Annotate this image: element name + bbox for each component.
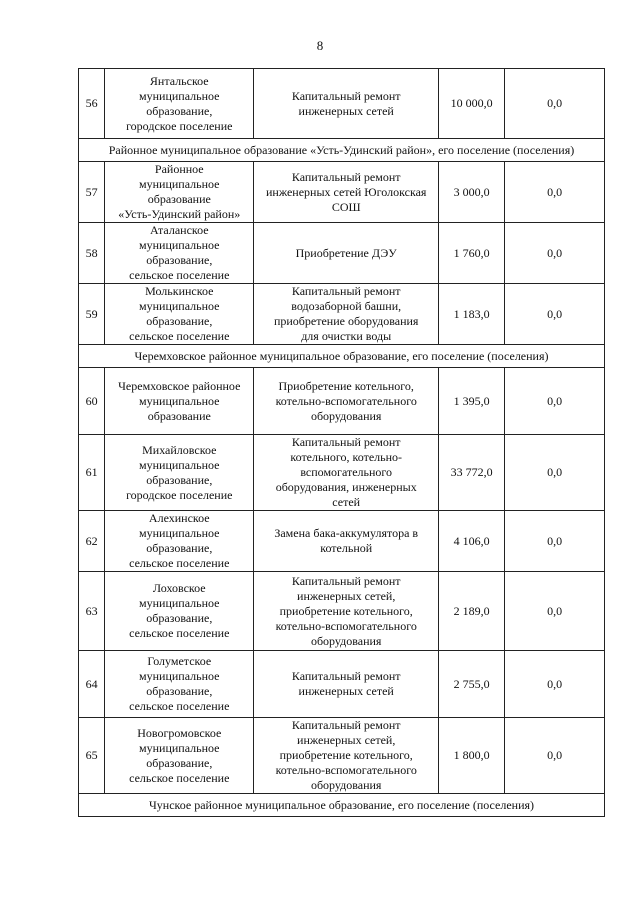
page-number: 8 bbox=[316, 38, 324, 53]
amount-2: 0,0 bbox=[505, 435, 605, 511]
amount-1: 10 000,0 bbox=[439, 69, 505, 139]
amount-1: 1 395,0 bbox=[439, 368, 505, 435]
row-number: 61 bbox=[79, 435, 105, 511]
section-row bbox=[79, 345, 605, 368]
table-row bbox=[79, 223, 605, 284]
section-row bbox=[79, 794, 605, 817]
municipality-name: Янтальское муниципальное образование, городское поселение bbox=[105, 69, 254, 139]
row-number: 59 bbox=[79, 284, 105, 345]
amount-2: 0,0 bbox=[505, 511, 605, 572]
row-number: 56 bbox=[79, 69, 105, 139]
row-number: 63 bbox=[79, 572, 105, 651]
work-description: Приобретение ДЭУ bbox=[254, 223, 439, 284]
row-number: 64 bbox=[79, 651, 105, 718]
municipality-name: Михайловское муниципальное образование, городское поселение bbox=[105, 435, 254, 511]
work-description: Капитальный ремонт инженерных сетей, приобретение котельного, котельно-вспомогательного оборудования bbox=[254, 572, 439, 651]
table-row bbox=[79, 511, 605, 572]
work-description: Приобретение котельного, котельно-вспомогательного оборудования bbox=[254, 368, 439, 435]
amount-2: 0,0 bbox=[505, 651, 605, 718]
table-row bbox=[79, 162, 605, 223]
table-row bbox=[79, 718, 605, 794]
amount-2: 0,0 bbox=[505, 223, 605, 284]
amount-2: 0,0 bbox=[505, 572, 605, 651]
amount-1: 1 800,0 bbox=[439, 718, 505, 794]
municipality-name: Молькинское муниципальное образование, сельское поселение bbox=[105, 284, 254, 345]
row-number: 65 bbox=[79, 718, 105, 794]
work-description: Капитальный ремонт котельного, котельно- вспомогательного оборудования, инженерных сетей bbox=[254, 435, 439, 511]
work-description: Капитальный ремонт инженерных сетей Юголокская СОШ bbox=[254, 162, 439, 223]
allocation-table bbox=[78, 68, 605, 817]
amount-1: 3 000,0 bbox=[439, 162, 505, 223]
row-number: 57 bbox=[79, 162, 105, 223]
amount-1: 1 183,0 bbox=[439, 284, 505, 345]
section-title: Чунское районное муниципальное образование, его поселение (поселения) bbox=[79, 794, 605, 817]
table-row bbox=[79, 572, 605, 651]
municipality-name: Новогромовское муниципальное образование, сельское поселение bbox=[105, 718, 254, 794]
row-number: 58 bbox=[79, 223, 105, 284]
municipality-name: Алехинское муниципальное образование, сельское поселение bbox=[105, 511, 254, 572]
amount-1: 33 772,0 bbox=[439, 435, 505, 511]
work-description: Капитальный ремонт водозаборной башни, приобретение оборудования для очистки воды bbox=[254, 284, 439, 345]
work-description: Капитальный ремонт инженерных сетей, приобретение котельного, котельно-вспомогательного оборудования bbox=[254, 718, 439, 794]
table-row bbox=[79, 284, 605, 345]
amount-2: 0,0 bbox=[505, 284, 605, 345]
amount-1: 2 189,0 bbox=[439, 572, 505, 651]
table-row bbox=[79, 69, 605, 139]
amount-1: 4 106,0 bbox=[439, 511, 505, 572]
section-title: Районное муниципальное образование «Усть-Удинский район», его поселение (поселения) bbox=[79, 139, 605, 162]
municipality-name: Аталанское муниципальное образование, сельское поселение bbox=[105, 223, 254, 284]
table-row bbox=[79, 368, 605, 435]
municipality-name: Голуметское муниципальное образование, сельское поселение bbox=[105, 651, 254, 718]
table-row bbox=[79, 435, 605, 511]
row-number: 62 bbox=[79, 511, 105, 572]
work-description: Капитальный ремонт инженерных сетей bbox=[254, 69, 439, 139]
amount-2: 0,0 bbox=[505, 162, 605, 223]
work-description: Капитальный ремонт инженерных сетей bbox=[254, 651, 439, 718]
amount-2: 0,0 bbox=[505, 69, 605, 139]
section-title: Черемховское районное муниципальное образование, его поселение (поселения) bbox=[79, 345, 605, 368]
table-row bbox=[79, 651, 605, 718]
row-number: 60 bbox=[79, 368, 105, 435]
municipality-name: Черемховское районное муниципальное образование bbox=[105, 368, 254, 435]
amount-1: 2 755,0 bbox=[439, 651, 505, 718]
amount-2: 0,0 bbox=[505, 368, 605, 435]
section-row bbox=[79, 139, 605, 162]
amount-1: 1 760,0 bbox=[439, 223, 505, 284]
amount-2: 0,0 bbox=[505, 718, 605, 794]
municipality-name: Районное муниципальное образование «Усть-Удинский район» bbox=[105, 162, 254, 223]
work-description: Замена бака-аккумулятора в котельной bbox=[254, 511, 439, 572]
municipality-name: Лоховское муниципальное образование, сельское поселение bbox=[105, 572, 254, 651]
